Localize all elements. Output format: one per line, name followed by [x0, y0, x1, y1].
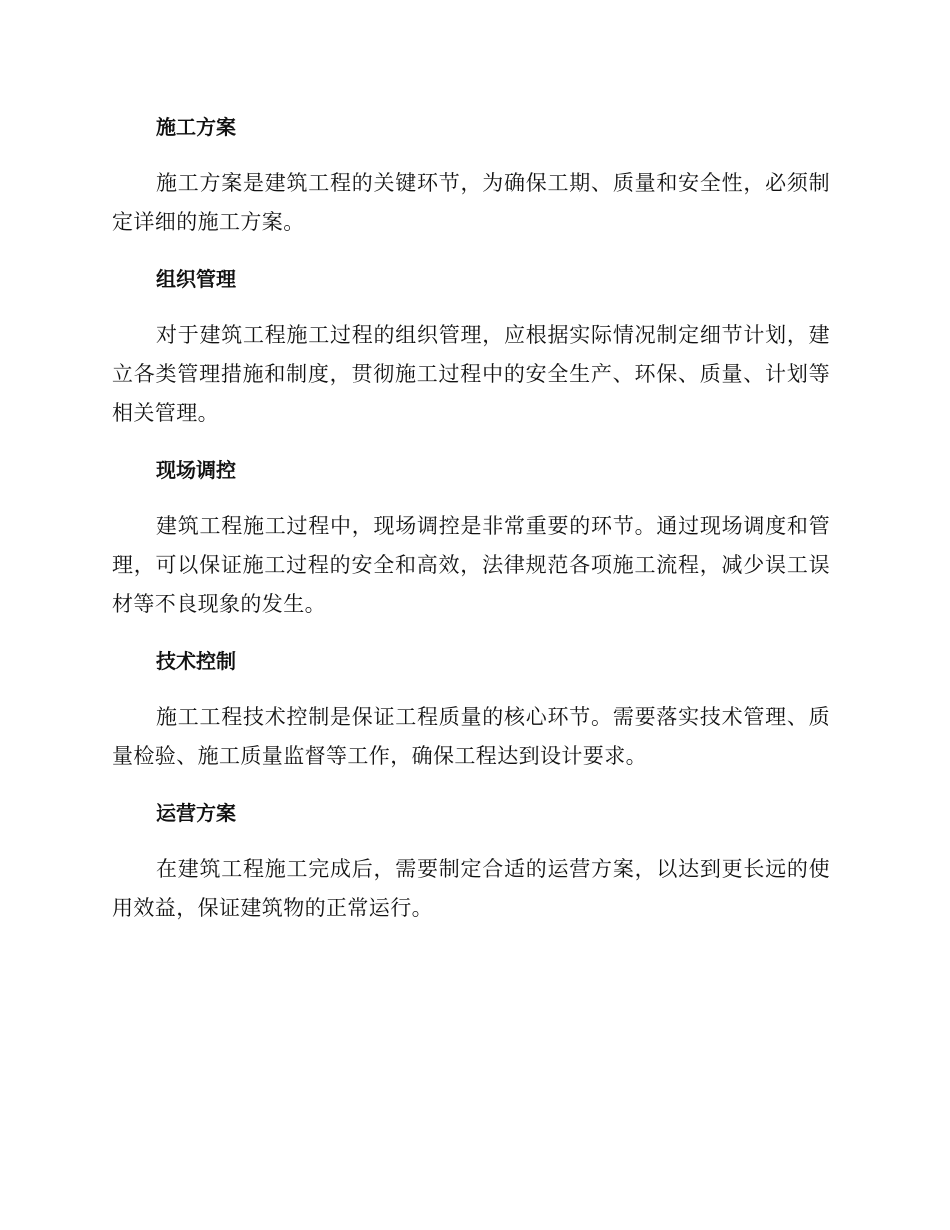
section-paragraph: 施工方案是建筑工程的关键环节，为确保工期、质量和安全性，必须制定详细的施工方案。 [112, 171, 830, 234]
section-heading: 运营方案 [156, 801, 236, 825]
section-paragraph: 在建筑工程施工完成后，需要制定合适的运营方案，以达到更长远的使用效益，保证建筑物的正常运行。 [112, 857, 830, 920]
section-site-control [112, 451, 830, 624]
section-heading: 技术控制 [156, 649, 236, 673]
section-organization-management [112, 260, 830, 433]
section-paragraph: 施工工程技术控制是保证工程质量的核心环节。需要落实技术管理、质量检验、施工质量监督等工作，确保工程达到设计要求。 [112, 705, 830, 768]
section-heading: 组织管理 [156, 267, 236, 291]
section-construction-plan [112, 108, 830, 242]
section-paragraph: 对于建筑工程施工过程的组织管理，应根据实际情况制定细节计划，建立各类管理措施和制度，贯彻施工过程中的安全生产、环保、质量、计划等相关管理。 [112, 323, 830, 425]
section-operation-plan [112, 794, 830, 928]
section-heading: 现场调控 [156, 458, 236, 482]
section-heading: 施工方案 [156, 115, 236, 139]
document-body [112, 108, 830, 946]
section-paragraph: 建筑工程施工过程中，现场调控是非常重要的环节。通过现场调度和管理，可以保证施工过程的安全和高效，法律规范各项施工流程，减少误工误材等不良现象的发生。 [112, 514, 830, 616]
section-technical-control [112, 642, 830, 776]
